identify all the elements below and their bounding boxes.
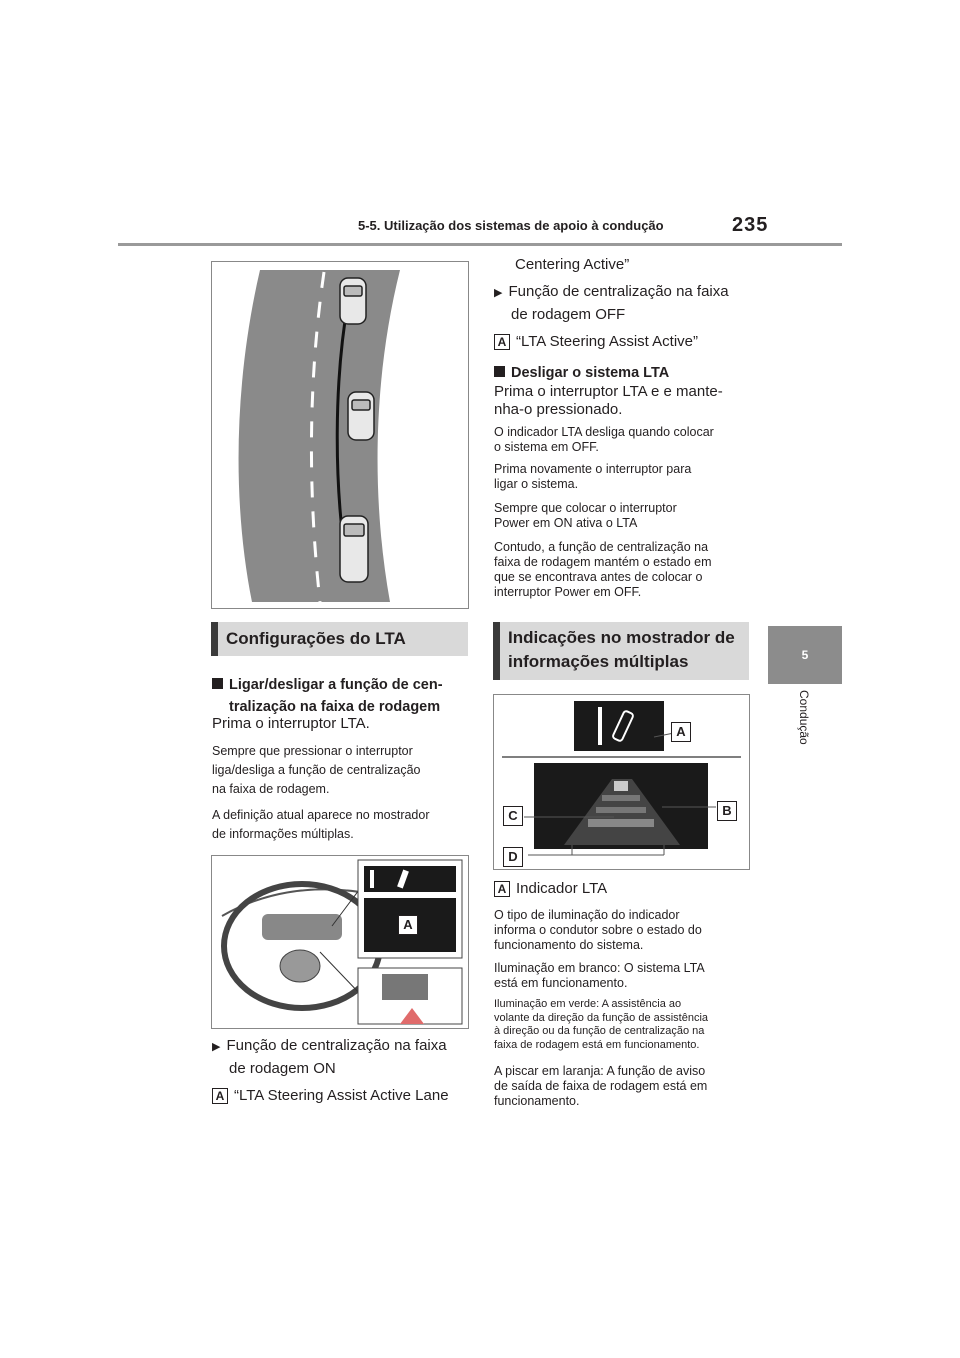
subsection-disable-lta: Desligar o sistema LTA: [494, 362, 669, 384]
dashboard-svg: [212, 856, 468, 1028]
road-svg: [212, 262, 468, 608]
triangle-bullet-icon: ▶: [494, 287, 503, 299]
page-number: 235: [732, 214, 769, 236]
chapter-label: Condução: [797, 690, 811, 745]
steering-wheel-illustration: [211, 855, 469, 1029]
instruction-text: Prima o interruptor LTA.: [212, 715, 370, 732]
callout-a-fig2: A: [398, 915, 418, 935]
lta-switch: [382, 974, 428, 1000]
label-a-icon: A: [212, 1088, 228, 1104]
callout-d: D: [503, 847, 523, 867]
message-off: A “LTA Steering Assist Active”: [494, 331, 698, 352]
section-header-lta-settings: [211, 622, 468, 656]
section-header-mid-indications: Indicações no mostrador de informações múltiplas: [493, 622, 749, 680]
callout-a: A: [671, 722, 691, 742]
triangle-bullet-icon: ▶: [212, 1041, 221, 1053]
bullet-centering-on: ▶ Função de centralização na faixa de rodagem ON: [212, 1037, 447, 1077]
indicator-note-2: Iluminação em branco: O sistema LTA está em funcionamento.: [494, 961, 705, 990]
header-rule: [118, 243, 842, 246]
label-a-icon: A: [494, 334, 510, 350]
display-top: [364, 866, 456, 892]
item-lta-indicator: A Indicador LTA: [494, 878, 607, 899]
chapter-tab[interactable]: 5: [768, 626, 842, 684]
message-on: A “LTA Steering Assist Active Lane: [212, 1085, 449, 1106]
callout-b: B: [717, 801, 737, 821]
wheel-hub: [280, 950, 320, 982]
car-top: [340, 278, 366, 324]
callout-c: C: [503, 806, 523, 826]
car-bottom: [340, 516, 368, 582]
disable-note-2: Prima novamente o interruptor para ligar o sistema.: [494, 462, 692, 491]
indicator-note-3: Iluminação em verde: A assistência ao volante da direção da função de assistência à direção ou da função de centralização na faixa de rodagem está em funcionamento.: [494, 998, 709, 1051]
display-svg: [494, 695, 749, 869]
square-bullet-icon: [212, 678, 223, 689]
car-middle: [348, 392, 374, 440]
indicator-note-4: A piscar em laranja: A função de aviso de saída de faixa de rodagem está em funcionamento.: [494, 1064, 708, 1108]
lane-centering-illustration: [211, 261, 469, 609]
disable-note-3: Sempre que colocar o interruptor Power em ON ativa o LTA: [494, 501, 677, 530]
message-on-continued: Centering Active”: [515, 256, 630, 273]
disable-note-4: Contudo, a função de centralização na faixa de rodagem mantém o estado em que se encontrava antes de colocar o interruptor Power em OFF.: [494, 540, 712, 599]
disable-note-1: O indicador LTA desliga quando colocar o sistema em OFF.: [494, 425, 714, 454]
road-surface: [239, 270, 400, 602]
subsection-toggle-centering: Ligar/desligar a função de cen- tralização na faixa de rodagem: [212, 674, 482, 718]
disable-instruction: Prima o interruptor LTA e e mante- nha-o pressionado.: [494, 383, 723, 418]
note-paragraph-1: Sempre que pressionar o interruptor liga/desliga a função de centralização na faixa de rodagem.: [212, 744, 421, 796]
running-header-section: 5-5. Utilização dos sistemas de apoio à condução: [358, 218, 664, 233]
lta-indicator-panel: [574, 701, 664, 751]
indicator-note-1: O tipo de iluminação do indicador informa o condutor sobre o estado do funcionamento do sistema.: [494, 908, 702, 952]
bullet-centering-off: ▶ Função de centralização na faixa de rodagem OFF: [494, 283, 729, 323]
note-paragraph-2: A definição atual aparece no mostrador de informações múltiplas.: [212, 808, 430, 841]
multi-info-display-illustration: [493, 694, 750, 870]
steering-wheel-rim: [224, 884, 380, 1008]
label-a-icon: A: [494, 881, 510, 897]
section-title: Configurações do LTA: [226, 629, 406, 648]
cluster: [262, 914, 342, 940]
square-bullet-icon: [494, 366, 505, 377]
